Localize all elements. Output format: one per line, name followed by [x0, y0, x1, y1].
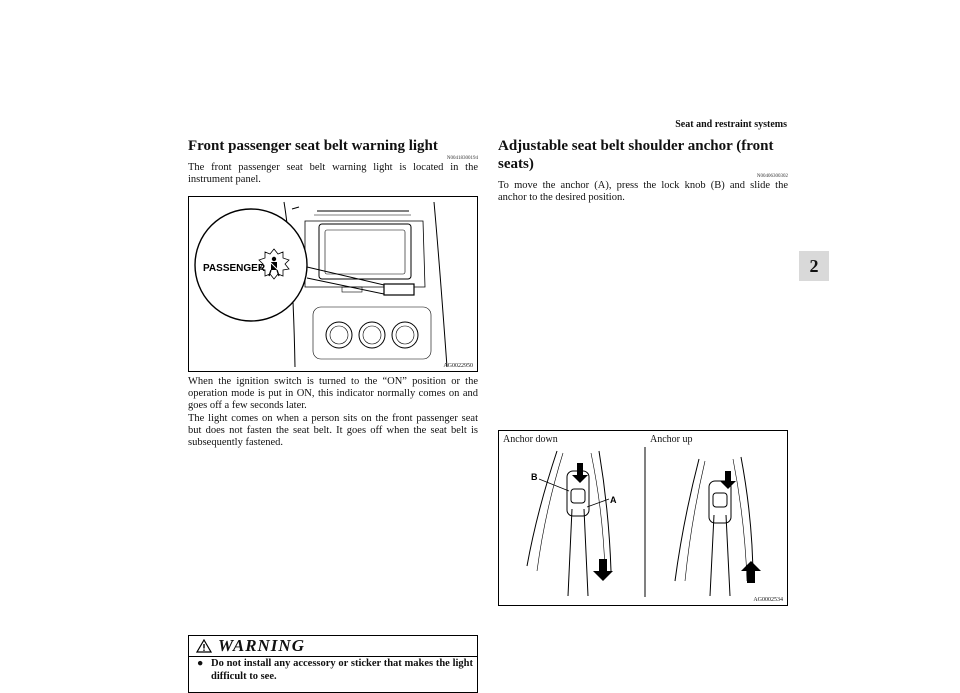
figure-code: AG0002534	[753, 597, 783, 603]
section-heading-shoulder-anchor: Adjustable seat belt shoulder anchor (front seats)	[498, 138, 774, 172]
instrument-panel-figure	[188, 196, 478, 372]
bullet-icon: ●	[197, 658, 204, 669]
intro-paragraph: To move the anchor (A), press the lock knob (B) and slide the anchor to the desired position.	[498, 180, 788, 204]
warning-item	[197, 658, 473, 683]
press-arrow-icon	[572, 463, 588, 483]
reference-code: N00406300302	[756, 174, 788, 179]
section-header: Seat and restraint systems	[675, 119, 787, 130]
intro-paragraph: The front passenger seat belt warning light is located in the instrument panel.	[188, 162, 478, 186]
anchor-down-label: Anchor down	[503, 434, 558, 445]
callout-a: A	[610, 495, 617, 505]
section-heading-warning-light: Front passenger seat belt warning light	[188, 138, 438, 154]
reference-code: N00418300194	[446, 156, 478, 161]
right-column	[498, 137, 788, 204]
warning-triangle-icon	[196, 639, 212, 653]
left-body-text	[188, 376, 478, 449]
warning-box	[188, 635, 478, 693]
warning-title: WARNING	[218, 636, 305, 655]
shoulder-anchor-figure	[498, 430, 788, 606]
indicator-paragraph: When the ignition switch is turned to the “ON” position or the operation mode is put in ON, this indicator normally comes on and goes off a few seconds later.	[188, 376, 478, 412]
down-arrow-icon	[593, 559, 613, 581]
indicator-paragraph-2: The light comes on when a person sits on the front passenger seat but does not fasten the seat belt. It goes off when the seat belt is subsequently fastened.	[188, 412, 478, 449]
up-arrow-icon	[741, 561, 761, 583]
warning-header	[189, 636, 477, 657]
callout-b: B	[531, 472, 538, 482]
press-arrow-icon	[720, 471, 736, 489]
left-column	[188, 137, 478, 186]
warning-text: Do not install any accessory or sticker that makes the light difficult to see.	[211, 658, 473, 682]
figure-code: AG0022950	[443, 363, 473, 369]
shoulder-anchor-illustration	[499, 431, 787, 605]
anchor-up-label: Anchor up	[650, 434, 693, 445]
passenger-callout-label: PASSENGER	[203, 263, 266, 274]
chapter-tab: 2	[799, 251, 829, 281]
instrument-panel-illustration	[189, 197, 477, 371]
